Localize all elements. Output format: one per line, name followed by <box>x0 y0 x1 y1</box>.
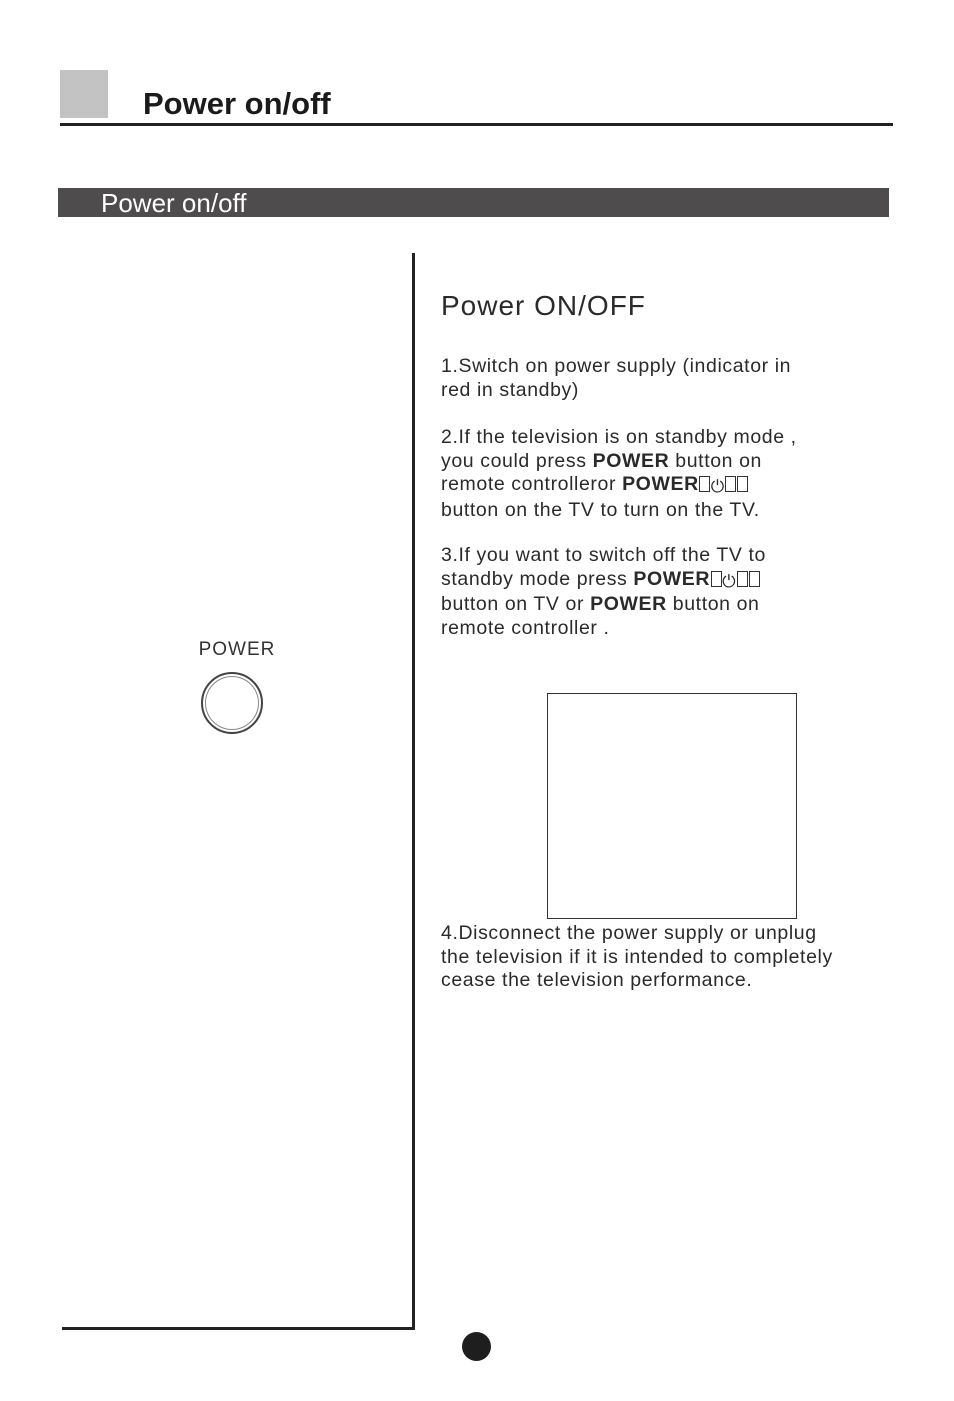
step-2 <box>441 426 891 523</box>
step-3-line: remote controller . <box>441 617 610 640</box>
power-button-label: POWER <box>198 639 276 660</box>
header-square <box>60 70 108 118</box>
step-3-text: button on <box>666 593 760 616</box>
power-keyword: POWER <box>622 473 699 496</box>
step-2-line <box>441 473 891 499</box>
step-3-line <box>441 593 891 617</box>
step-2-text: remote controlleror <box>441 473 623 496</box>
step-2-line <box>441 450 891 474</box>
step-3-line: 3.If you want to switch off the TV to <box>441 544 766 566</box>
section-bar <box>58 188 889 217</box>
step-4 <box>441 922 891 993</box>
step-1-line: 1.Switch on power supply (indicator in <box>441 355 792 377</box>
page-dot-icon <box>462 1332 491 1361</box>
step-1-line: red in standby) <box>441 378 579 401</box>
power-button-illustration <box>201 672 263 734</box>
content-heading: Power ON/OFF <box>441 290 646 321</box>
column-divider <box>412 253 415 1330</box>
power-keyword: POWER <box>633 567 711 590</box>
power-symbol-icon: ⏻ <box>710 570 760 594</box>
step-2-line: button on the TV to turn on the TV. <box>441 499 760 522</box>
section-title: Power on/off <box>101 188 247 218</box>
power-keyword: POWER <box>592 449 670 472</box>
step-4-line: cease the television performance. <box>441 969 753 992</box>
power-keyword: POWER <box>590 593 667 616</box>
bottom-rule <box>62 1327 415 1330</box>
step-4-line: 4.Disconnect the power supply or unplug <box>441 922 817 944</box>
step-1 <box>441 355 891 402</box>
step-3 <box>441 544 891 641</box>
step-2-text: button on <box>669 449 763 472</box>
step-3-text: button on TV or <box>441 593 591 616</box>
step-4-line: the television if it is intended to completely <box>441 945 833 968</box>
header-rule <box>60 123 893 126</box>
page-title: Power on/off <box>143 86 331 121</box>
figure-placeholder <box>547 693 797 919</box>
step-3-line <box>441 568 891 594</box>
step-2-line: 2.If the television is on standby mode , <box>441 426 797 448</box>
step-3-text: standby mode press <box>441 567 634 590</box>
power-symbol-icon: ⏻ <box>699 475 749 499</box>
step-2-text: you could press <box>441 449 593 472</box>
